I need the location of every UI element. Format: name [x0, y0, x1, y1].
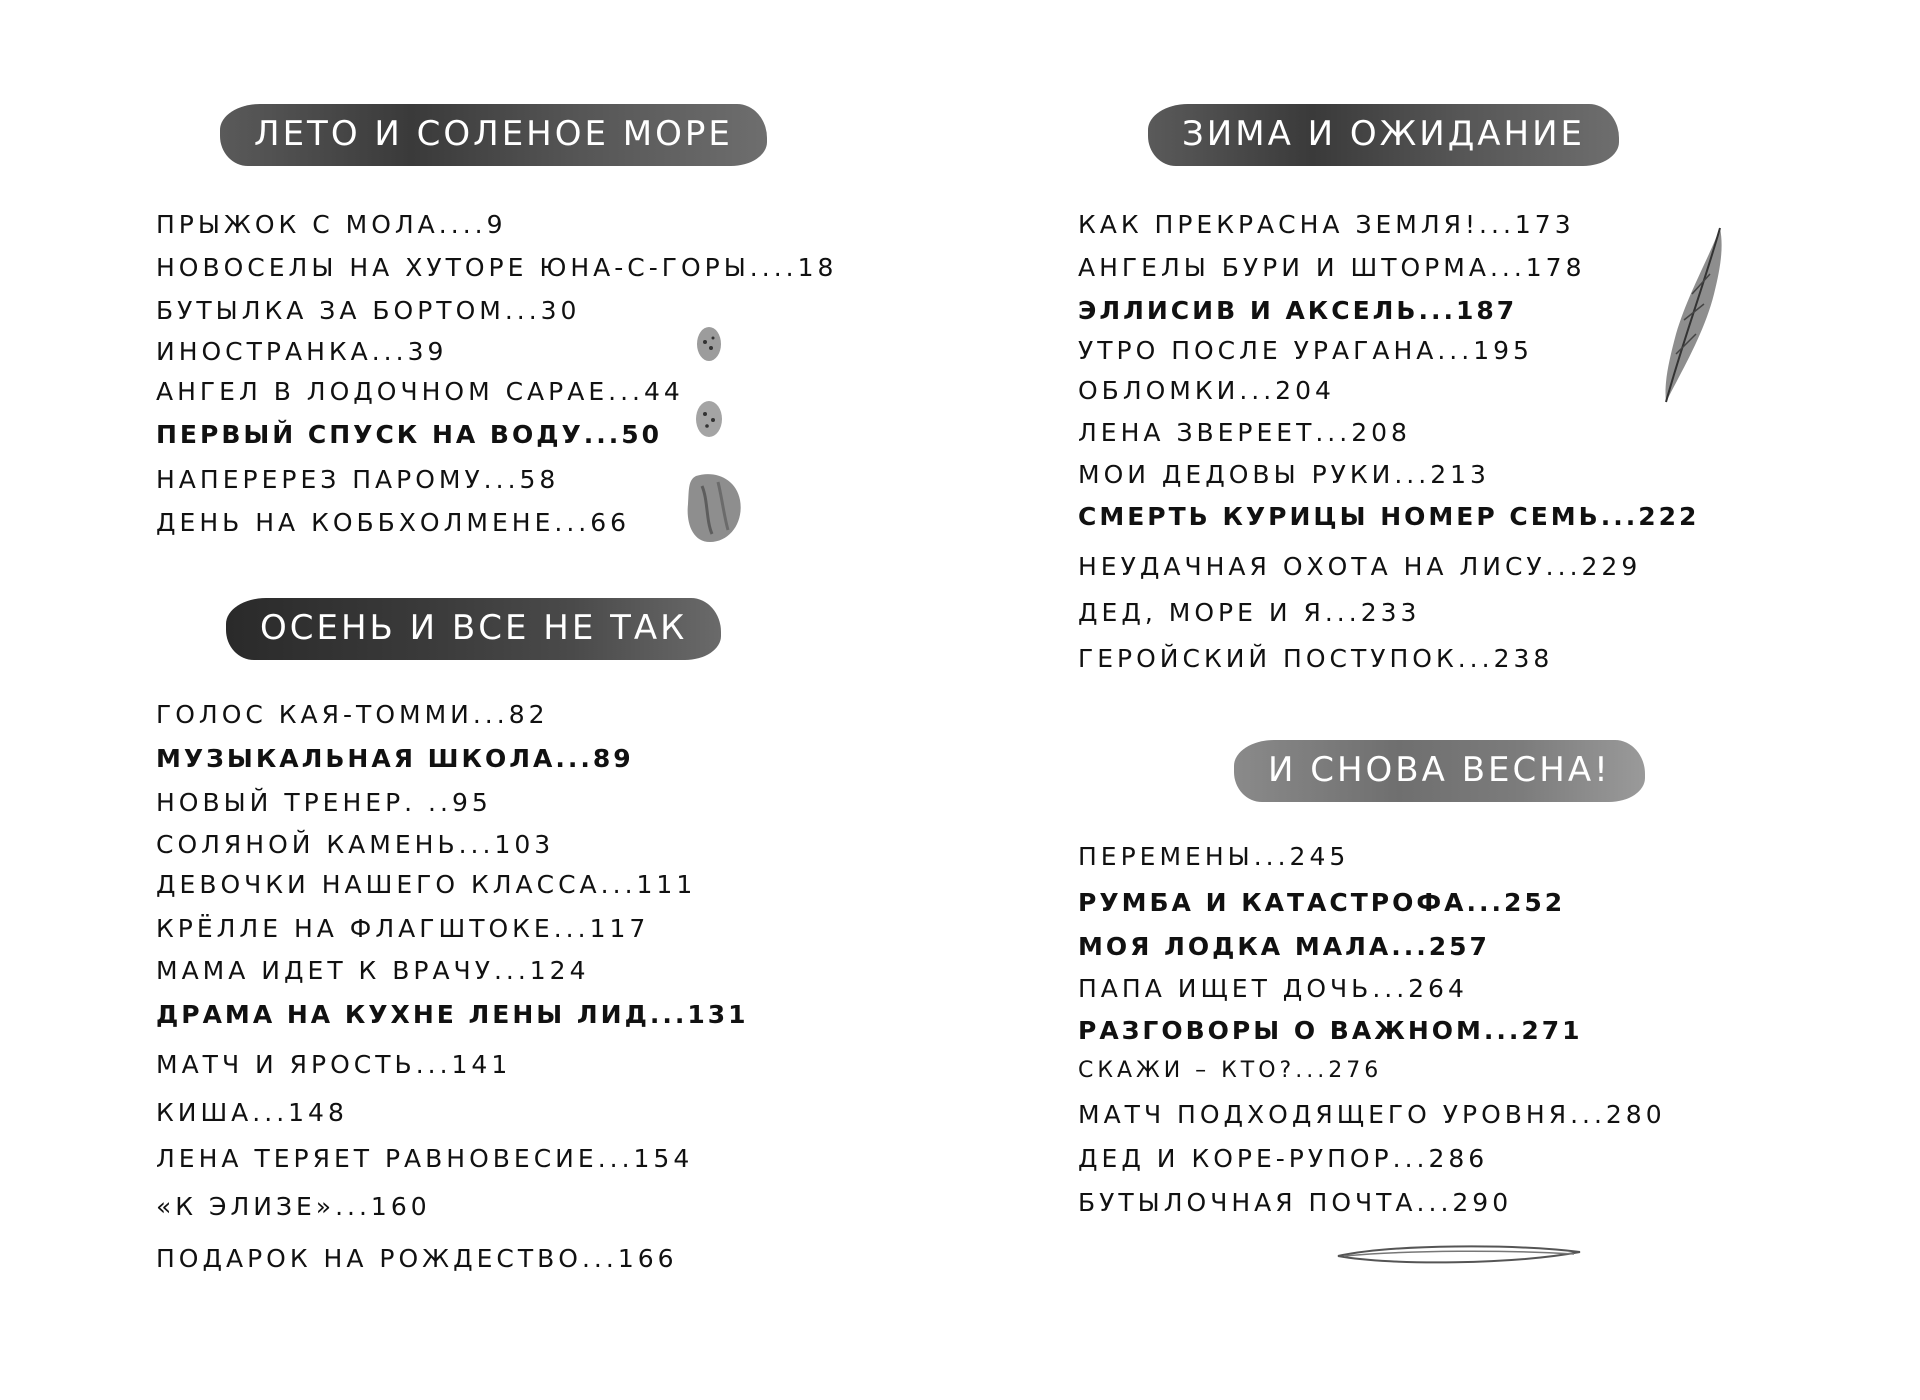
toc-entry[interactable]: ПОДАРОК НА РОЖДЕСТВО...166 — [156, 1244, 678, 1273]
toc-entry[interactable]: МОЯ ЛОДКА МАЛА...257 — [1078, 932, 1490, 961]
toc-section-autumn — [156, 598, 749, 1288]
section-title: ЛЕТО И СОЛЕНОЕ МОРЕ — [254, 114, 733, 154]
toc-entry[interactable]: ИНОСТРАНКА...39 — [156, 337, 448, 366]
toc-entry[interactable]: ПЕРВЫЙ СПУСК НА ВОДУ...50 — [156, 420, 663, 449]
toc-entry[interactable]: СМЕРТЬ КУРИЦЫ НОМЕР СЕМЬ...222 — [1078, 502, 1700, 531]
toc-entry[interactable]: МАТЧ ПОДХОДЯЩЕГО УРОВНЯ...280 — [1078, 1100, 1666, 1129]
toc-entry[interactable]: ЭЛЛИСИВ И АКСЕЛЬ...187 — [1078, 296, 1518, 325]
toc-entry[interactable]: НЕУДАЧНАЯ ОХОТА НА ЛИСУ...229 — [1078, 552, 1642, 581]
toc-entry[interactable]: ГЕРОЙСКИЙ ПОСТУПОК...238 — [1078, 644, 1554, 673]
toc-entry[interactable]: ДЕНЬ НА КОББХОЛМЕНЕ...66 — [156, 508, 631, 537]
toc-entry[interactable]: МАМА ИДЕТ К ВРАЧУ...124 — [156, 956, 590, 985]
toc-entry[interactable]: НОВЫЙ ТРЕНЕР. ..95 — [156, 788, 492, 817]
toc-entry[interactable]: СОЛЯНОЙ КАМЕНЬ...103 — [156, 830, 555, 859]
toc-section-spring — [1078, 740, 1666, 1232]
section-banner — [220, 104, 767, 166]
toc-entry[interactable]: ДЕД, МОРЕ И Я...233 — [1078, 598, 1421, 627]
pencil-stroke-icon — [1334, 1240, 1584, 1270]
leaf-icon — [1658, 224, 1730, 408]
section-banner — [1234, 740, 1645, 802]
toc-entry[interactable]: АНГЕЛ В ЛОДОЧНОМ САРАЕ...44 — [156, 377, 684, 406]
section-title: ОСЕНЬ И ВСЕ НЕ ТАК — [260, 608, 688, 648]
toc-entry[interactable]: МОИ ДЕДОВЫ РУКИ...213 — [1078, 460, 1490, 489]
toc-entry[interactable]: «К ЭЛИЗЕ»...160 — [156, 1192, 431, 1221]
right-page — [960, 0, 1920, 1400]
section-title: ЗИМА И ОЖИДАНИЕ — [1182, 114, 1585, 154]
toc-entry[interactable]: АНГЕЛЫ БУРИ И ШТОРМА...178 — [1078, 253, 1586, 282]
toc-entry[interactable]: МАТЧ И ЯРОСТЬ...141 — [156, 1050, 512, 1079]
toc-entry[interactable]: БУТЫЛКА ЗА БОРТОМ...30 — [156, 296, 581, 325]
toc-entry[interactable]: ОБЛОМКИ...204 — [1078, 376, 1335, 405]
stone-icon — [684, 470, 744, 546]
toc-entry[interactable]: ПРЫЖОК С МОЛА....9 — [156, 210, 507, 239]
toc-entry[interactable]: ДЕД И КОРЕ-РУПОР...286 — [1078, 1144, 1489, 1173]
toc-entry[interactable]: ЛЕНА ЗВЕРЕЕТ...208 — [1078, 418, 1411, 447]
toc-entry[interactable]: НАПЕРЕРЕЗ ПАРОМУ...58 — [156, 465, 560, 494]
toc-entry[interactable]: НОВОСЕЛЫ НА ХУТОРЕ ЮНА-С-ГОРЫ....18 — [156, 253, 838, 282]
toc-list — [1078, 210, 1699, 690]
toc-entry[interactable]: СКАЖИ – КТО?...276 — [1078, 1058, 1383, 1083]
section-banner — [1148, 104, 1619, 166]
pebble-icon — [692, 398, 726, 440]
toc-entry[interactable]: РУМБА И КАТАСТРОФА...252 — [1078, 888, 1566, 917]
toc-entry[interactable]: ГОЛОС КАЯ-ТОММИ...82 — [156, 700, 549, 729]
toc-list — [1078, 842, 1666, 1232]
toc-entry[interactable]: УТРО ПОСЛЕ УРАГАНА...195 — [1078, 336, 1533, 365]
toc-entry[interactable]: ДРАМА НА КУХНЕ ЛЕНЫ ЛИД...131 — [156, 1000, 749, 1029]
section-banner — [226, 598, 721, 660]
toc-section-winter — [1078, 104, 1699, 690]
toc-entry[interactable]: КРЁЛЛЕ НА ФЛАГШТОКЕ...117 — [156, 914, 650, 943]
toc-entry[interactable]: ПАПА ИЩЕТ ДОЧЬ...264 — [1078, 974, 1468, 1003]
toc-entry[interactable]: КАК ПРЕКРАСНА ЗЕМЛЯ!...173 — [1078, 210, 1575, 239]
toc-entry[interactable]: ПЕРЕМЕНЫ...245 — [1078, 842, 1350, 871]
toc-entry[interactable]: КИША...148 — [156, 1098, 348, 1127]
toc-entry[interactable]: ДЕВОЧКИ НАШЕГО КЛАССА...111 — [156, 870, 697, 899]
toc-entry[interactable]: ЛЕНА ТЕРЯЕТ РАВНОВЕСИЕ...154 — [156, 1144, 694, 1173]
toc-entry[interactable]: РАЗГОВОРЫ О ВАЖНОМ...271 — [1078, 1016, 1583, 1045]
toc-entry[interactable]: БУТЫЛОЧНАЯ ПОЧТА...290 — [1078, 1188, 1513, 1217]
pebble-icon — [694, 324, 724, 364]
toc-list — [156, 700, 749, 1288]
toc-entry[interactable]: МУЗЫКАЛЬНАЯ ШКОЛА...89 — [156, 744, 634, 773]
section-title: И СНОВА ВЕСНА! — [1268, 750, 1611, 790]
